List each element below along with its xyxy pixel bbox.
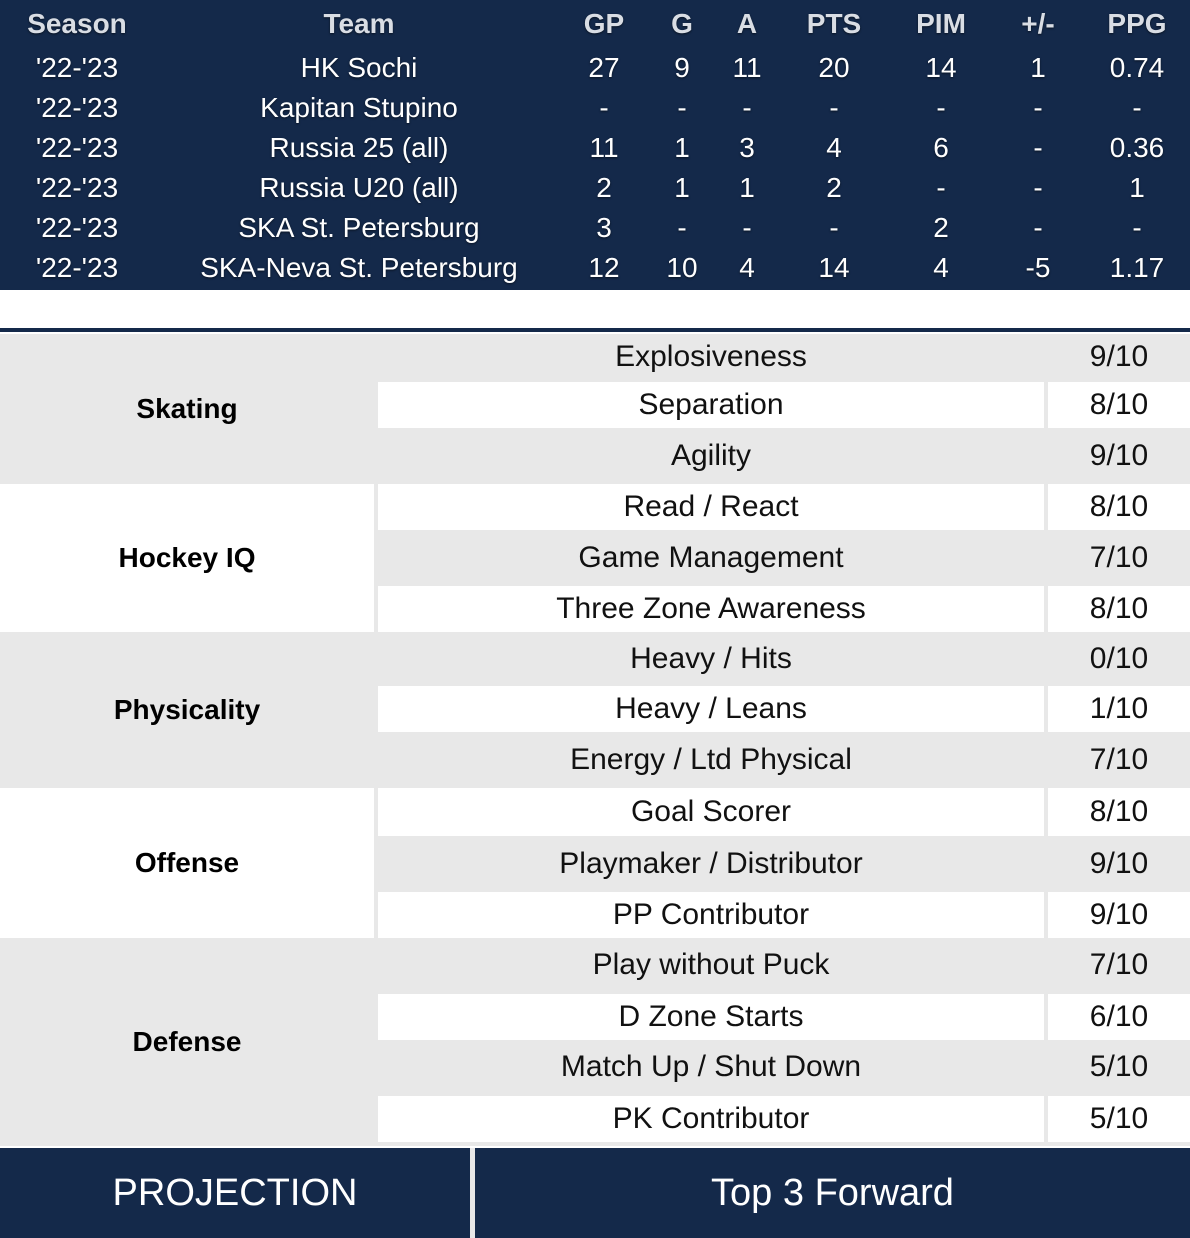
attribute-score: 7/10	[1089, 948, 1149, 981]
rating-row	[378, 334, 1190, 380]
team-cell: Russia U20 (all)	[259, 172, 459, 203]
rating-row	[378, 382, 1190, 428]
team-cell: Russia 25 (all)	[269, 132, 449, 163]
attribute-name: Separation	[638, 388, 784, 421]
header-season: Season	[27, 8, 127, 39]
team-cell: Kapitan Stupino	[260, 92, 458, 123]
attribute-name: PK Contributor	[612, 1102, 810, 1135]
rating-row	[378, 1096, 1190, 1142]
rating-row	[378, 484, 1190, 530]
attribute-name: Heavy / Hits	[630, 642, 792, 675]
table-row	[0, 248, 1190, 288]
rating-row	[378, 530, 1190, 586]
g-cell: 9	[674, 52, 690, 83]
projection-bar	[0, 1148, 1190, 1238]
rating-row	[378, 632, 1190, 686]
gp-cell: 27	[588, 52, 620, 83]
category-label: Hockey IQ	[118, 542, 256, 573]
pts-cell: -	[829, 212, 839, 243]
pim-cell: 6	[933, 132, 949, 163]
ppg-cell: 0.74	[1109, 52, 1165, 83]
pts-cell: 14	[818, 252, 850, 283]
rating-row	[378, 1040, 1190, 1094]
header-ppg: PPG	[1107, 8, 1167, 39]
rating-row	[378, 430, 1190, 482]
attribute-name: PP Contributor	[612, 898, 810, 931]
gp-cell: 2	[596, 172, 612, 203]
g-cell: -	[677, 92, 687, 123]
rating-group-offense	[0, 788, 1190, 938]
plus-minus-cell: 1	[1030, 52, 1046, 83]
category-label: Defense	[132, 1026, 242, 1057]
a-cell: 4	[739, 252, 755, 283]
a-cell: -	[742, 212, 752, 243]
season-cell: '22-'23	[35, 92, 119, 123]
attribute-score: 7/10	[1089, 541, 1149, 574]
attribute-name: D Zone Starts	[618, 1000, 804, 1033]
rating-row	[378, 938, 1190, 992]
attribute-score: 9/10	[1089, 847, 1149, 880]
pim-cell: 14	[925, 52, 957, 83]
ppg-cell: -	[1132, 212, 1142, 243]
team-cell: SKA St. Petersburg	[238, 212, 480, 243]
attribute-name: Three Zone Awareness	[556, 592, 866, 625]
ratings-table	[0, 334, 1190, 1146]
header-g: G	[671, 8, 693, 39]
season-cell: '22-'23	[35, 52, 119, 83]
rating-group-physicality	[0, 632, 1190, 788]
projection-value: Top 3 Forward	[711, 1171, 954, 1214]
plus-minus-cell: -5	[1025, 252, 1051, 283]
a-cell: 11	[732, 52, 762, 83]
projection-label: PROJECTION	[112, 1171, 358, 1214]
rating-row	[378, 732, 1190, 788]
ppg-cell: 1.17	[1109, 252, 1165, 283]
plus-minus-cell: -	[1033, 172, 1043, 203]
pim-cell: -	[936, 172, 946, 203]
category-label: Physicality	[113, 694, 261, 725]
table-row	[0, 128, 1190, 168]
ppg-cell: 0.36	[1109, 132, 1165, 163]
ppg-cell: -	[1132, 92, 1142, 123]
pts-cell: 2	[826, 172, 842, 203]
pim-cell: 2	[933, 212, 949, 243]
season-cell: '22-'23	[35, 252, 119, 283]
attribute-score: 5/10	[1089, 1050, 1149, 1083]
attribute-name: Heavy / Leans	[615, 692, 807, 725]
pim-cell: 4	[933, 252, 949, 283]
plus-minus-cell: -	[1033, 92, 1043, 123]
attribute-score: 5/10	[1089, 1102, 1149, 1135]
attribute-score: 8/10	[1089, 795, 1149, 828]
category-label: Skating	[136, 393, 238, 424]
table-row	[0, 208, 1190, 248]
a-cell: 3	[739, 132, 755, 163]
rating-row	[378, 892, 1190, 938]
attribute-score: 0/10	[1089, 642, 1149, 675]
rating-row	[378, 994, 1190, 1040]
pts-cell: 20	[818, 52, 850, 83]
stats-table	[0, 0, 1190, 290]
table-row	[0, 88, 1190, 128]
table-row	[0, 168, 1190, 208]
header-pim: PIM	[916, 8, 966, 39]
attribute-name: Play without Puck	[592, 948, 830, 981]
g-cell: 1	[674, 172, 690, 203]
a-cell: -	[742, 92, 752, 123]
attribute-name: Playmaker / Distributor	[559, 847, 863, 880]
season-cell: '22-'23	[35, 212, 119, 243]
attribute-score: 6/10	[1089, 1000, 1149, 1033]
season-cell: '22-'23	[35, 132, 119, 163]
header-gp: GP	[583, 8, 625, 39]
section-divider	[0, 328, 1190, 332]
attribute-name: Game Management	[578, 541, 844, 574]
attribute-score: 8/10	[1089, 490, 1149, 523]
gp-cell: 3	[596, 212, 612, 243]
attribute-score: 8/10	[1089, 388, 1149, 421]
team-cell: SKA-Neva St. Petersburg	[200, 252, 518, 283]
attribute-name: Agility	[670, 439, 752, 472]
attribute-score: 7/10	[1089, 743, 1149, 776]
pts-cell: -	[829, 92, 839, 123]
rating-row	[378, 788, 1190, 836]
gp-cell: 12	[588, 252, 620, 283]
attribute-name: Read / React	[623, 490, 799, 523]
team-cell: HK Sochi	[300, 52, 418, 83]
g-cell: 10	[666, 252, 698, 283]
category-label: Offense	[134, 847, 240, 878]
header-pts: PTS	[806, 8, 862, 39]
header-team: Team	[323, 8, 395, 39]
rating-group-skating	[0, 334, 1190, 484]
rating-row	[378, 686, 1190, 732]
g-cell: -	[677, 212, 687, 243]
rating-group-defense	[0, 938, 1190, 1146]
g-cell: 1	[674, 132, 690, 163]
season-cell: '22-'23	[35, 172, 119, 203]
attribute-score: 9/10	[1089, 340, 1149, 373]
gp-cell: -	[599, 92, 609, 123]
rating-group-hockey-iq	[0, 484, 1190, 632]
gp-cell: 11	[589, 132, 619, 163]
attribute-name: Explosiveness	[615, 340, 807, 373]
pts-cell: 4	[826, 132, 842, 163]
attribute-score: 9/10	[1089, 439, 1149, 472]
pim-cell: -	[936, 92, 946, 123]
rating-row	[378, 586, 1190, 632]
plus-minus-cell: -	[1033, 132, 1043, 163]
attribute-score: 1/10	[1089, 692, 1149, 725]
attribute-name: Match Up / Shut Down	[560, 1050, 862, 1083]
ppg-cell: 1	[1129, 172, 1145, 203]
header-plus-minus: +/-	[1021, 8, 1055, 39]
header-a: A	[736, 8, 758, 39]
a-cell: 1	[739, 172, 755, 203]
plus-minus-cell: -	[1033, 212, 1043, 243]
attribute-name: Goal Scorer	[630, 795, 792, 828]
attribute-score: 8/10	[1089, 592, 1149, 625]
table-row	[0, 48, 1190, 88]
attribute-name: Energy / Ltd Physical	[570, 743, 852, 776]
attribute-score: 9/10	[1089, 898, 1149, 931]
stats-header-row	[0, 0, 1190, 48]
rating-row	[378, 836, 1190, 892]
